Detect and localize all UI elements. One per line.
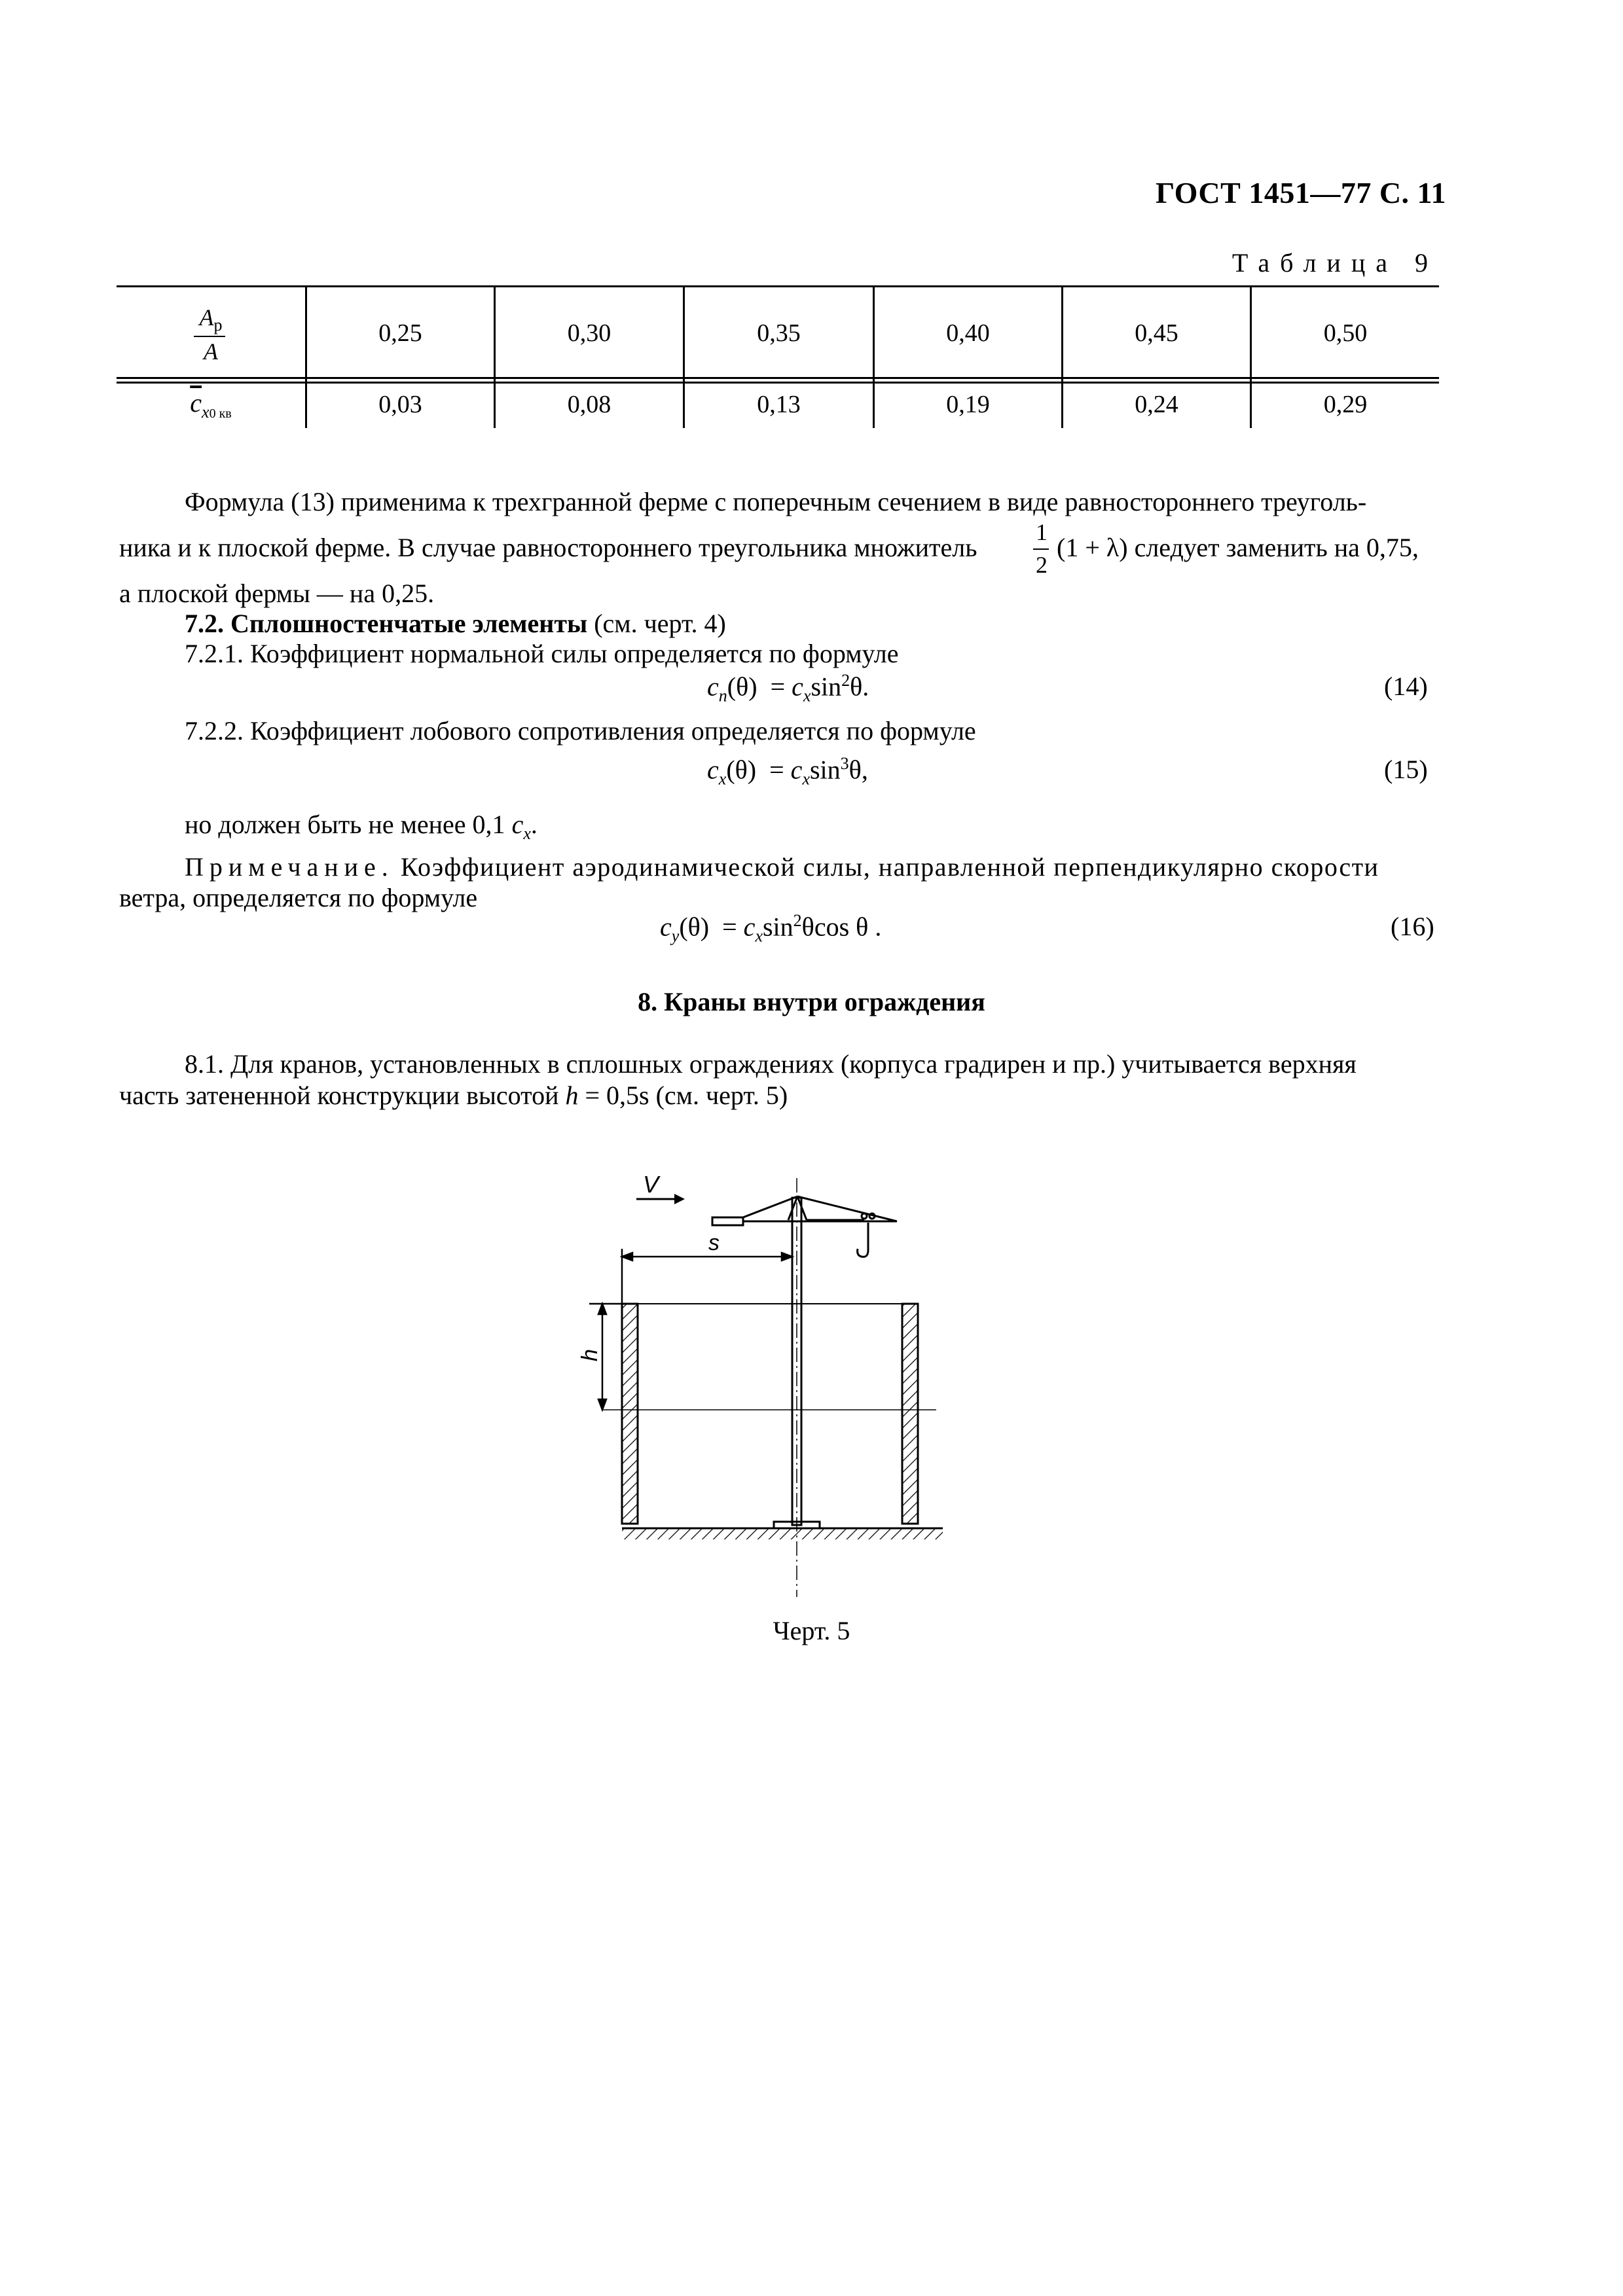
fraction-bar — [1033, 548, 1049, 550]
section-8-1-line-2: часть затененной конструкции высотой h = 0,5s (см. черт. 5) — [119, 1081, 788, 1110]
equation-16-number: (16) — [1391, 912, 1434, 941]
crane-jib — [712, 1196, 897, 1225]
equation-15-number: (15) — [1384, 755, 1428, 784]
row1-label-fraction-bar — [194, 336, 225, 337]
label-s: s — [708, 1230, 720, 1255]
equation-16: $c_y(\theta) = c_x\sin^2\theta\cos$ θ . — [660, 911, 882, 946]
table-caption: Таблица 9 — [1231, 248, 1438, 278]
min-value-text: но должен быть не менее 0,1 $c_x$. — [185, 810, 538, 843]
section-7-2-1: 7.2.1. Коэффициент нормальной силы определяется по формуле — [185, 639, 899, 668]
table-cell: 0,50 — [1323, 319, 1368, 347]
table-cell: 0,30 — [567, 319, 611, 347]
table-cell: 0,24 — [1135, 391, 1178, 418]
row1-label-numerator: $A_p$ — [199, 304, 223, 335]
section-8-1-line-1: 8.1. Для кранов, установленных в сплошных ограждениях (корпуса градирен и пр.) учитывается верхняя — [185, 1049, 1357, 1079]
fraction-denominator: 2 — [1036, 552, 1048, 578]
equation-14-number: (14) — [1384, 672, 1428, 701]
row2-label: $\overline{c}_{x0 кв}$ — [190, 388, 232, 422]
table-mid-rule-b — [117, 382, 1439, 384]
label-v: V — [643, 1171, 659, 1198]
ground — [622, 1528, 943, 1539]
section-7-2-heading: 7.2. Сплошностенчатые элементы (см. черт. 4) — [185, 609, 726, 638]
dimension-s — [622, 1249, 792, 1304]
table-mid-rule-a — [117, 377, 1439, 379]
table-cell: 0,35 — [757, 319, 801, 347]
table-top-rule — [117, 285, 1439, 287]
label-h: h — [577, 1349, 602, 1361]
figure-caption: Черт. 5 — [773, 1616, 850, 1645]
note-line-1: Примечание. Коэффициент аэродинамической силы, направленной перпендикулярно скорости — [185, 852, 1379, 882]
section-7-2-2: 7.2.2. Коэффициент лобового сопротивления определяется по формуле — [185, 716, 976, 745]
row1-label-denominator: A — [204, 338, 218, 365]
paragraph-line: (1 + λ) следует заменить на 0,75, — [1057, 533, 1419, 562]
equation-15: $c_x(\theta) = c_x\sin^3\theta$, — [707, 754, 868, 789]
equation-14: $c_n(\theta) = c_x\sin^2\theta$. — [707, 671, 869, 706]
crane-enclosure-figure — [577, 1152, 982, 1597]
paragraph-line: а плоской фермы — на 0,25. — [119, 579, 435, 608]
fraction-numerator: 1 — [1036, 519, 1048, 545]
table-cell: 0,29 — [1323, 391, 1368, 418]
table-cell: 0,45 — [1135, 319, 1178, 347]
enclosure-wall-left — [622, 1304, 638, 1524]
paragraph-line: Формула (13) применима к трехгранной ферме с поперечным сечением в виде равностороннего треуголь- — [185, 487, 1367, 516]
note-line-2: ветра, определяется по формуле — [119, 883, 478, 912]
table-cell: 0,03 — [378, 391, 422, 418]
table-cell: 0,19 — [946, 391, 990, 418]
table-cell: 0,40 — [946, 319, 990, 347]
table-cell: 0,08 — [567, 391, 611, 418]
table-cell: 0,13 — [757, 391, 801, 418]
paragraph-line: ника и к плоской ферме. В случае равностороннего треугольника множитель — [119, 533, 977, 562]
section-8-title: 8. Краны внутри ограждения — [638, 987, 985, 1016]
page-header: ГОСТ 1451—77 С. 11 — [1155, 176, 1446, 209]
enclosure-wall-right — [902, 1304, 918, 1524]
table-cell: 0,25 — [378, 319, 422, 347]
